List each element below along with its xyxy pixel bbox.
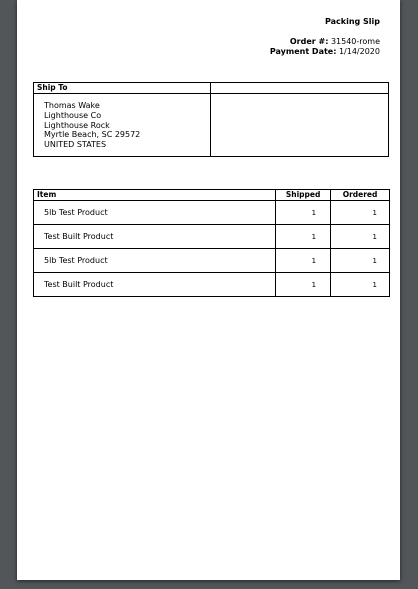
item-shipped: 1 <box>276 249 331 273</box>
items-header-row <box>34 190 390 201</box>
table-row <box>34 225 390 249</box>
table-row <box>34 201 390 225</box>
order-number-label: Order #: <box>289 37 329 46</box>
item-shipped: 1 <box>276 273 331 297</box>
ship-to-empty-column <box>211 83 388 156</box>
item-shipped: 1 <box>276 225 331 249</box>
item-ordered: 1 <box>331 273 390 297</box>
order-number-line <box>270 37 380 47</box>
empty-column-header <box>211 83 388 94</box>
ship-to-address <box>34 94 210 150</box>
address-line-city: Myrtle Beach, SC 29572 <box>44 130 141 140</box>
column-header-shipped: Shipped <box>276 190 331 201</box>
document-page <box>17 0 400 580</box>
item-shipped: 1 <box>276 201 331 225</box>
column-header-ordered: Ordered <box>331 190 390 201</box>
address-line-company: Lighthouse Co <box>44 110 102 120</box>
item-name: Test Built Product <box>34 225 276 249</box>
item-name: Test Built Product <box>34 273 276 297</box>
column-header-item: Item <box>34 190 276 201</box>
ship-to-column <box>34 83 211 156</box>
address-line-country: UNITED STATES <box>44 140 107 150</box>
order-number-value: 31540-rome <box>330 37 380 46</box>
document-title: Packing Slip <box>324 17 380 26</box>
payment-date-value: 1/14/2020 <box>338 47 380 56</box>
ship-to-box <box>33 82 389 157</box>
item-ordered: 1 <box>331 249 390 273</box>
table-row <box>34 273 390 297</box>
order-meta <box>270 37 380 57</box>
ship-to-header: Ship To <box>34 83 210 94</box>
item-ordered: 1 <box>331 225 390 249</box>
item-name: 5lb Test Product <box>34 249 276 273</box>
item-name: 5lb Test Product <box>34 201 276 225</box>
address-line-name: Thomas Wake <box>44 101 100 110</box>
items-table <box>33 189 390 297</box>
item-ordered: 1 <box>331 201 390 225</box>
payment-date-label: Payment Date: <box>269 47 337 56</box>
table-row <box>34 249 390 273</box>
address-line-street: Lighthouse Rock <box>44 120 110 130</box>
payment-date-line <box>270 47 380 57</box>
